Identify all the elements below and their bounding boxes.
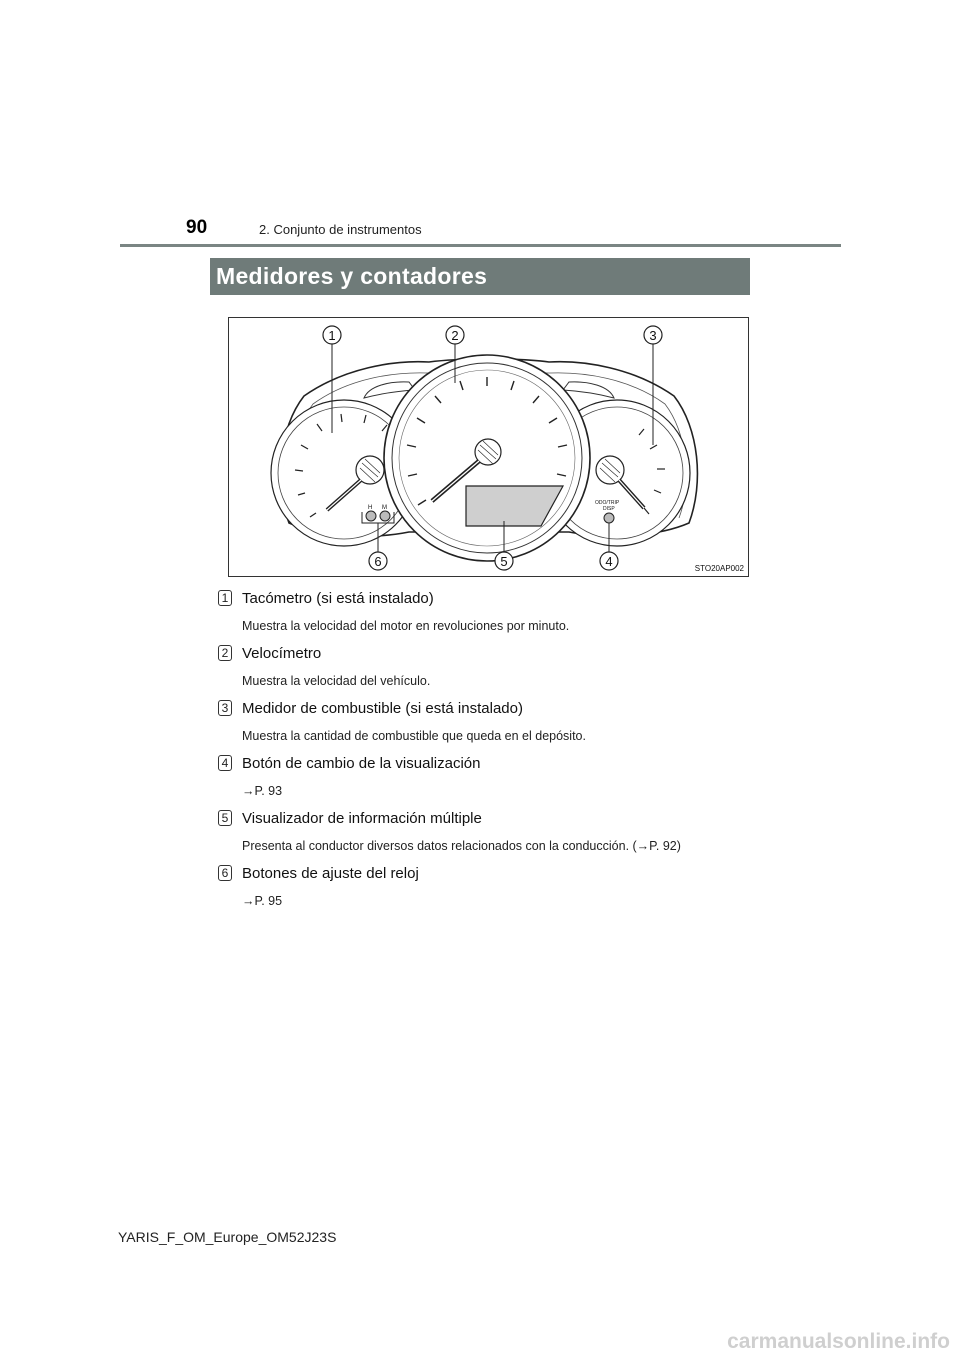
- callout-2: 2: [451, 328, 459, 343]
- list-item: [218, 809, 758, 854]
- item-title: Botones de ajuste del reloj: [242, 865, 419, 882]
- item-number-badge: 6: [218, 865, 232, 881]
- section-banner: [210, 258, 750, 295]
- list-item: [218, 864, 758, 909]
- list-item: [218, 644, 758, 689]
- disp-label: DISP: [603, 506, 615, 512]
- list-item: [218, 589, 758, 634]
- odo-trip-label: ODO/TRIP: [595, 500, 620, 506]
- item-description: Presenta al conductor diversos datos relacionados con la conducción. (→P. 92): [242, 839, 681, 853]
- header-rule: [120, 244, 841, 247]
- callout-5: 5: [500, 554, 508, 569]
- item-number-badge: 3: [218, 700, 232, 716]
- list-item: [218, 699, 758, 744]
- callout-1: 1: [328, 328, 336, 343]
- item-list: [218, 589, 758, 919]
- item-description: Muestra la velocidad del vehículo.: [242, 674, 431, 688]
- item-description: Muestra la cantidad de combustible que queda en el depósito.: [242, 729, 586, 743]
- item-page-reference[interactable]: →P. 95: [242, 894, 283, 908]
- clock-button-m-label: M: [382, 505, 387, 511]
- item-title: Visualizador de información múltiple: [242, 810, 482, 827]
- section-title: Medidores y contadores: [216, 263, 488, 289]
- item-number-badge: 2: [218, 645, 232, 661]
- chapter-title: 2. Conjunto de instrumentos: [259, 222, 422, 237]
- callout-4: 4: [605, 554, 613, 569]
- item-number-badge: 1: [218, 590, 232, 606]
- callout-3: 3: [649, 328, 657, 343]
- list-item: [218, 754, 758, 799]
- instrument-cluster-illustration: [229, 318, 750, 578]
- item-page-reference[interactable]: →P. 93: [242, 784, 283, 798]
- watermark: carmanualsonline.info: [727, 1330, 950, 1353]
- footer-doc-code: YARIS_F_OM_Europe_OM52J23S: [118, 1229, 337, 1245]
- item-title: Medidor de combustible (si está instalado): [242, 700, 523, 717]
- callout-6: 6: [374, 554, 382, 569]
- instrument-cluster-figure: [228, 317, 749, 577]
- item-number-badge: 5: [218, 810, 232, 826]
- page-number: 90: [186, 217, 208, 238]
- item-number-badge: 4: [218, 755, 232, 771]
- item-title: Tacómetro (si está instalado): [242, 590, 434, 607]
- item-title: Velocímetro: [242, 645, 322, 662]
- figure-code: STO20AP002: [694, 564, 744, 573]
- clock-button-h-label: H: [368, 505, 373, 511]
- item-description: Muestra la velocidad del motor en revoluciones por minuto.: [242, 619, 570, 633]
- item-title: Botón de cambio de la visualización: [242, 755, 481, 772]
